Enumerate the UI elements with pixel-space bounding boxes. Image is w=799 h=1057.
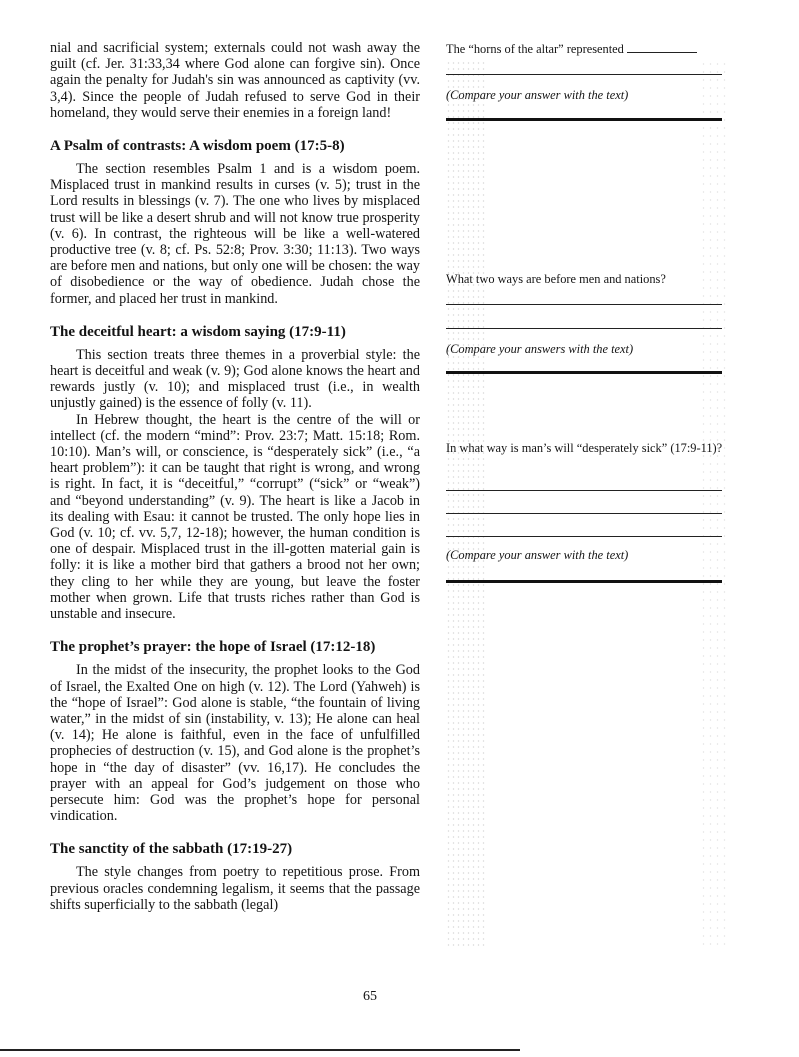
section-heading-sanctity-of-sabbath: The sanctity of the sabbath (17:19-27) [50,841,293,858]
answer-blank-inline[interactable] [627,52,697,53]
question-prompt: What two ways are before men and nations? [446,272,666,286]
section-paragraph: In Hebrew thought, the heart is the centre of the will or intellect (cf. the modern “mind”: Prov. 23:7; Matt. 15:18; Rom. 10:10). Man’s will, or conscience, is “desperately sick” (i.e., “a heart problem”): it can be taught that right is wrong, and wrong is right. In fact, it is “deceitful,” “corrupt” (“sick” or “weak”) and “beyond understanding” (v. 9). The heart is like a Jacob in its dealing with Esau: it cannot be trusted. The only hope lies in God (v. 10; cf. vv. 5,7, 12-18); however, the human condition is one of despair. Misplaced trust in the ill-gotten material gain is folly: it is like a mother bird that gathers a brood not her own; they cling to her while they are young, but leave the foster mother when grown. Life that trusts riches rather than God is unstable and insecure. [50,411,420,623]
section-divider [446,580,722,583]
section-paragraph: In the midst of the insecurity, the prophet looks to the God of Israel, the Exalted One on high (v. 12). The Lord (Yahweh) is the “hope of Israel”: God alone is stable, “the fountain of living water,” in the midst of sin (instability, v. 13); He alone can heal (v. 14); He alone is faithful, even in the face of unfulfilled prophecies of destruction (v. 15), and God alone is the prophet’s hope in “the day of disaster” (vv. 16,17). He concludes the prayer with an appeal for God’s judgement on those who persecute him: God was the prophet’s hope for personal vindication. [50,662,420,825]
question-prompt: In what way is man’s will “desperately sick” (17:9-11)? [446,441,723,455]
section-paragraph: This section treats three themes in a proverbial style: the heart is deceitful and weak (v. 9); God alone knows the heart and rewards justly (v. 10); and misplaced trust (i.e., in wealth unjustly gained) is the essence of folly (v. 11). [50,346,420,412]
section-paragraph: The style changes from poetry to repetitious prose. From previous oracles condemning legalism, it seems that the passage shifts superficially to the sabbath (legal) [50,864,420,913]
section-divider [446,371,722,374]
scan-speckle-left [446,60,486,950]
page-bottom-rule [0,1049,520,1051]
page-number: 65 [363,989,377,1004]
section-heading-prophets-prayer: The prophet’s prayer: the hope of Israel (17:12-18) [50,639,376,656]
section-divider [446,118,722,121]
answer-line[interactable] [446,513,722,514]
question-prompt: The “horns of the altar” represented [446,42,624,56]
compare-note: (Compare your answer with the text) [446,88,629,102]
answer-line[interactable] [446,74,722,75]
section-paragraph: The section resembles Psalm 1 and is a wisdom poem. Misplaced trust in mankind results in curses (v. 5); trust in the Lord results in blessings (v. 7). The one who lives by misplaced trust will be like a desert shrub and will not know true prosperity (v. 6). In contrast, the righteous will be like a well-watered productive tree (v. 8; cf. Ps. 52:8; Prov. 3:30; 11:13). Two ways are before men and nations, but only one will be chosen: the way of disobedience or the way of obedience. Judah chose the former, and placed her trust in mankind. [50,161,420,307]
answer-line[interactable] [446,304,722,305]
section-heading-psalm-of-contrasts: A Psalm of contrasts: A wisdom poem (17:5-8) [50,138,345,155]
intro-paragraph: nial and sacrificial system; externals could not wash away the guilt (cf. Jer. 31:33,34 where God alone can forgive sin). Once again the penalty for Judah's sin was announced as captivity (vv. 3,4). Since the people of Judah refused to serve God in their homeland, they would serve their enemies in a foreign land! [50,40,420,121]
section-heading-deceitful-heart: The deceitful heart: a wisdom saying (17:9-11) [50,323,346,340]
compare-note: (Compare your answer with the text) [446,548,629,562]
compare-note: (Compare your answers with the text) [446,342,634,356]
answer-line[interactable] [446,328,722,329]
scan-speckle-right [700,60,730,950]
workbook-question-2 [446,272,726,287]
workbook-question-1 [446,42,726,57]
answer-line[interactable] [446,536,722,537]
answer-line[interactable] [446,490,722,491]
workbook-question-3 [446,437,724,459]
main-text-column [50,40,420,913]
